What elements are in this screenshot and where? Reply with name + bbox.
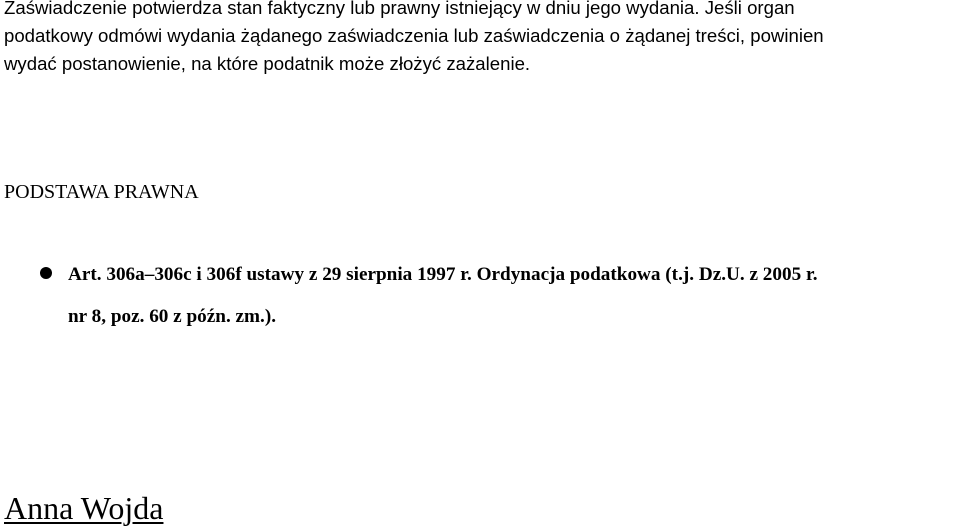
body-paragraph: [4, 0, 944, 78]
list-item-line: nr 8, poz. 60 z późn. zm.).: [68, 306, 277, 327]
list-item-line: Art. 306a–306c i 306f ustawy z 29 sierpnia 1997 r. Ordynacja podatkowa (t.j. Dz.U. z 2005 r.: [68, 264, 818, 285]
body-paragraph-line: Zaświadczenie potwierdza stan faktyczny lub prawny istniejący w dniu jego wydania. Jeśli organ: [4, 0, 795, 18]
list-item: [0, 254, 960, 338]
body-paragraph-line: podatkowy odmówi wydania żądanego zaświadczenia lub zaświadczenia o żądanej treści, powinien: [4, 25, 824, 46]
bullet-icon: [40, 267, 52, 279]
legal-basis-list: [0, 254, 960, 338]
section-heading-legal-basis: PODSTAWA PRAWNA: [4, 181, 199, 203]
author-signature: Anna Wojda: [4, 490, 164, 526]
body-paragraph-line: wydać postanowienie, na które podatnik może złożyć zażalenie.: [4, 53, 531, 74]
